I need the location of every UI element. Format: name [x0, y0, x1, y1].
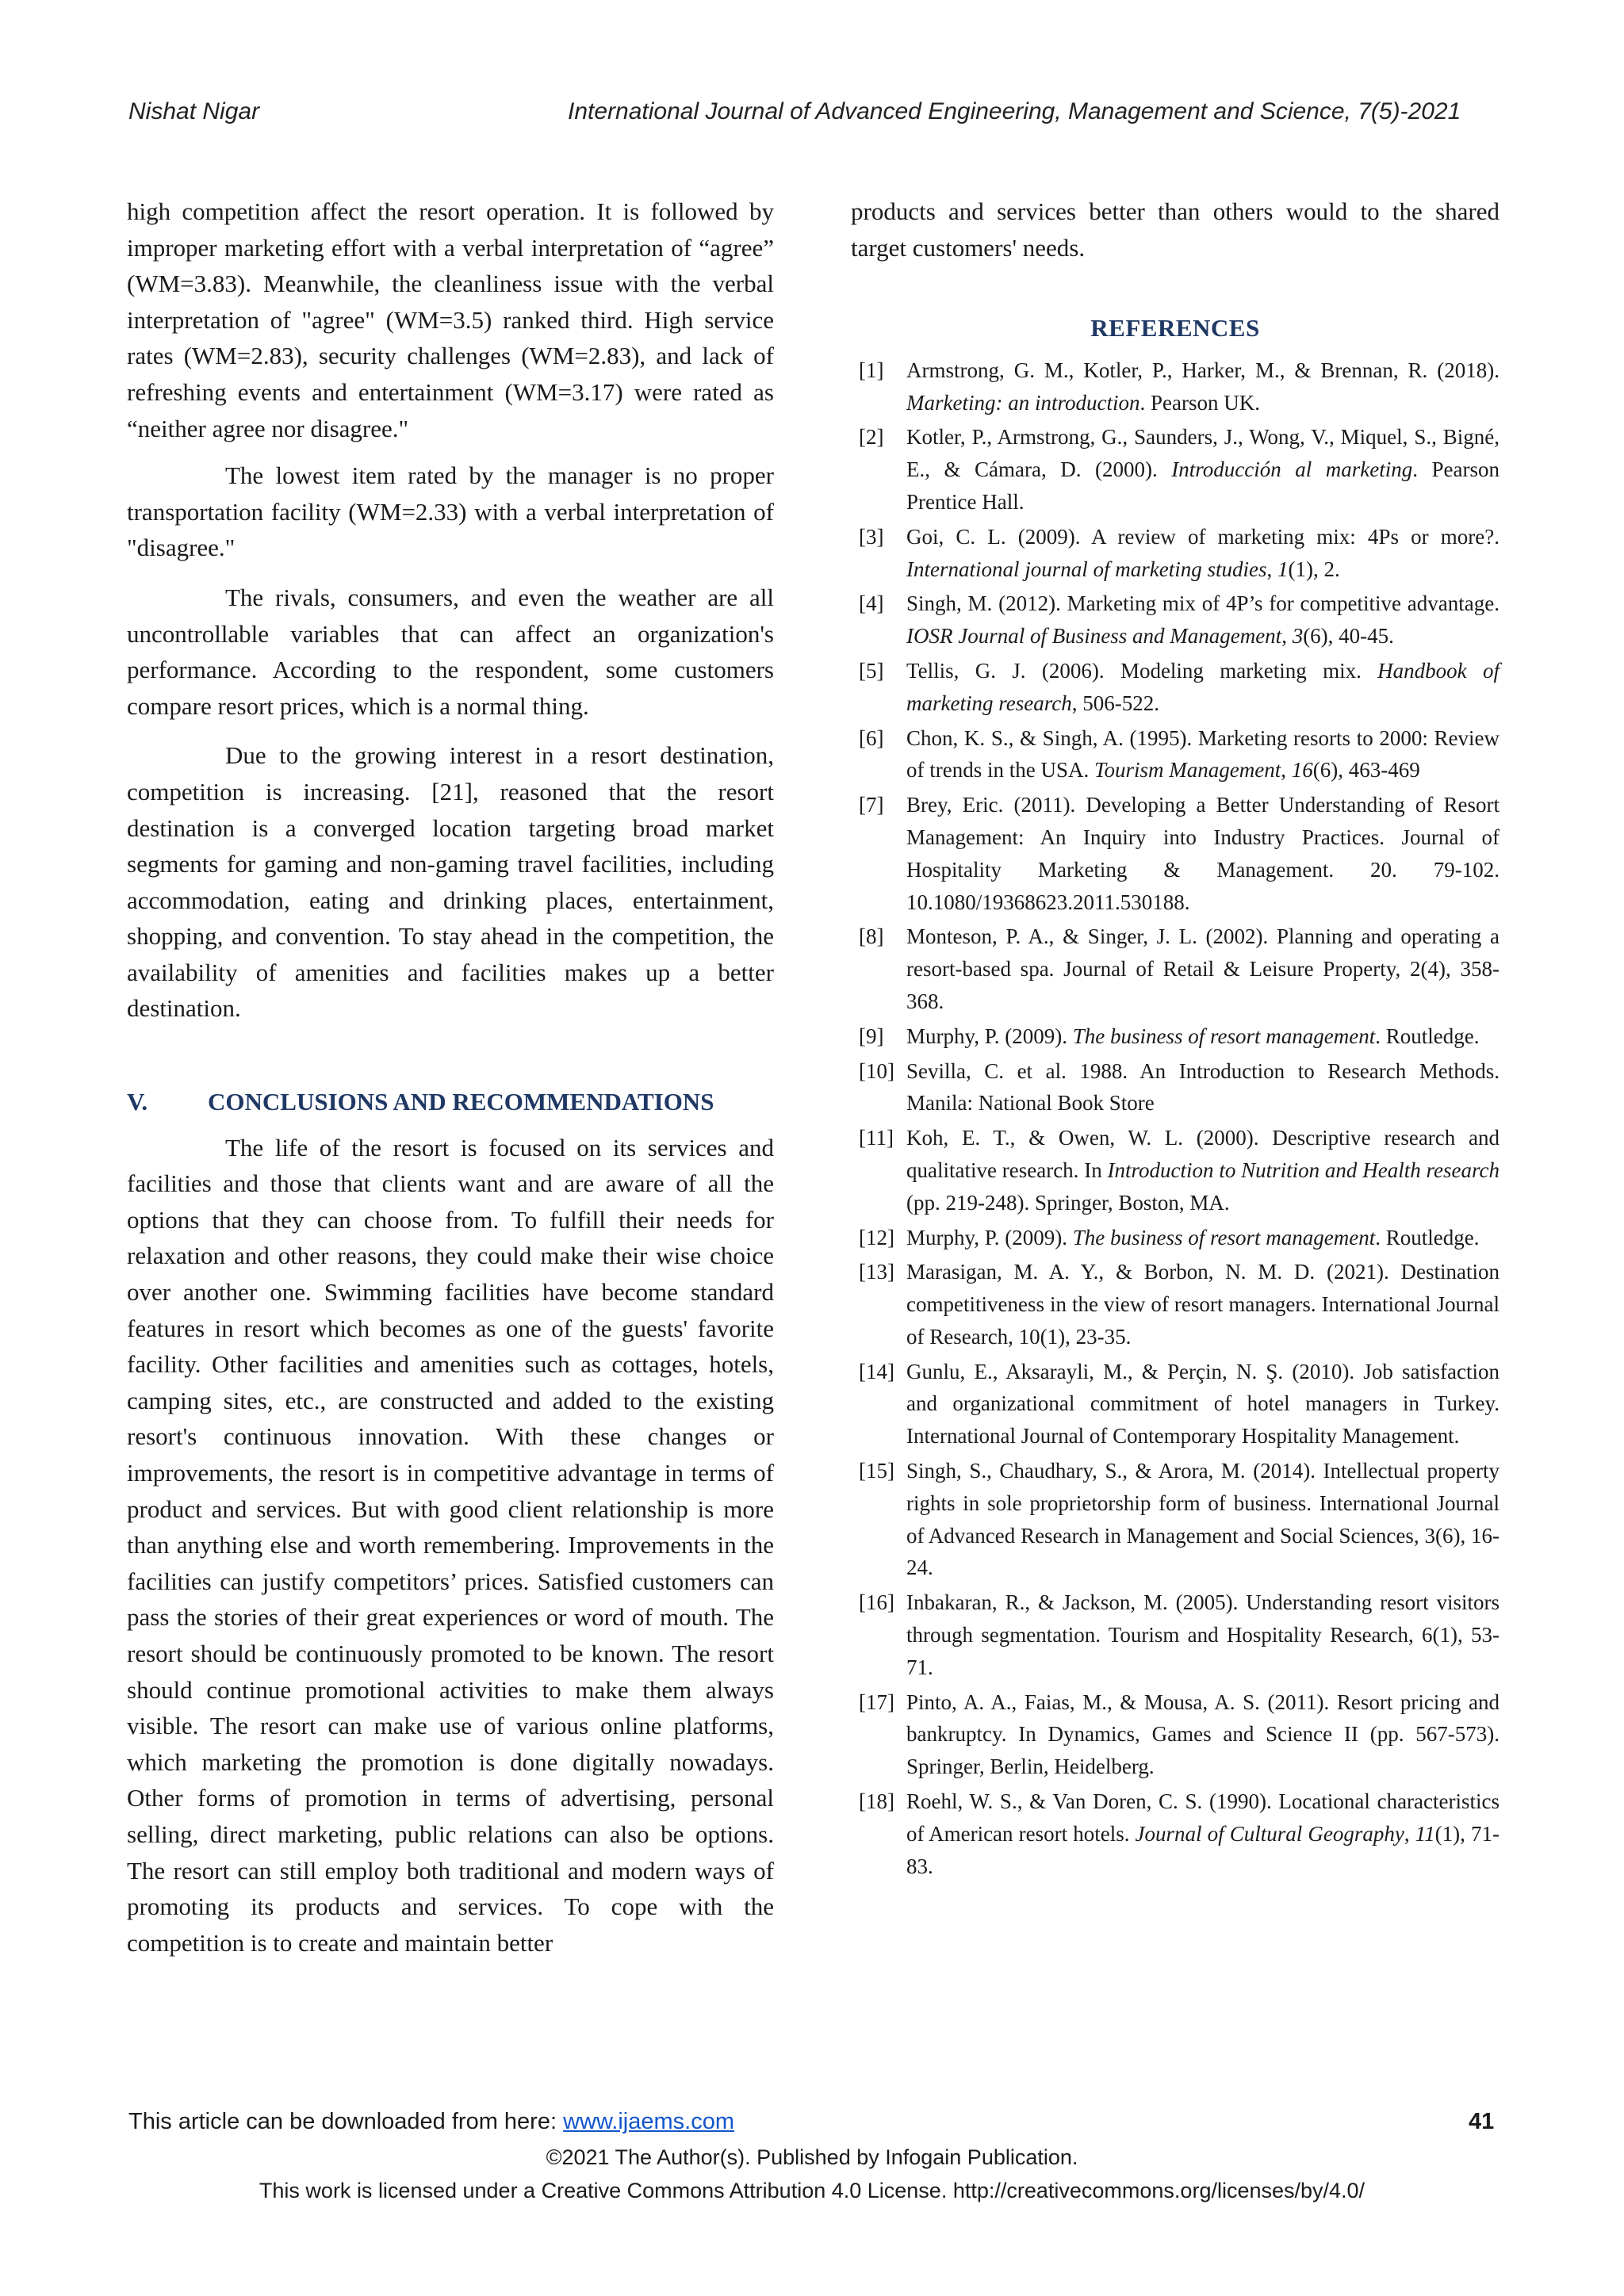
reference-text — [906, 920, 1500, 1017]
page-number: 41 — [1469, 2109, 1495, 2134]
license-line: This work is licensed under a Creative Commons Attribution 4.0 License. http://creativecommons.org/licenses/by/4.0/ — [259, 2179, 1365, 2202]
paragraph: The rivals, consumers, and even the weather are all uncontrollable variables that can affect an organization's performance. According to the respondent, some customers compare resort prices, which is a normal thing. — [127, 583, 774, 720]
reference-item — [851, 521, 1500, 586]
reference-number: [5] — [859, 658, 884, 683]
section-heading — [127, 1084, 774, 1120]
reference-italic: IOSR Journal of Business and Management — [906, 624, 1282, 649]
download-text: This article can be downloaded from here: — [128, 2109, 564, 2134]
reference-number: [2] — [859, 425, 884, 450]
reference-item — [851, 1686, 1500, 1783]
reference-segment: Singh, S., Chaudhary, S., & Arora, M. (2014). Intellectual property rights in sole proprietorship form of business. International Journal of Advanced Research in Management and Social Sciences, 3(6), 16-24. — [906, 1459, 1500, 1580]
reference-segment: Singh, M. (2012). Marketing mix of 4P’s for competitive advantage. — [906, 591, 1500, 616]
section-number: V. — [127, 1088, 148, 1116]
reference-segment: (6), 40-45. — [1303, 624, 1394, 649]
reference-segment: Tellis, G. J. (2006). Modeling marketing mix. — [906, 658, 1378, 683]
reference-text — [906, 1356, 1500, 1452]
reference-text — [906, 1122, 1500, 1219]
reference-segment: , 506-522. — [1071, 691, 1159, 715]
reference-italic: 11 — [1415, 1821, 1435, 1846]
reference-segment: . Pearson UK. — [1139, 390, 1260, 415]
reference-italic: Marketing: an introduction — [906, 390, 1140, 415]
reference-item — [851, 789, 1500, 918]
reference-text — [906, 1020, 1500, 1053]
reference-item — [851, 1222, 1500, 1254]
section-title: CONCLUSIONS AND RECOMMENDATIONS — [208, 1088, 714, 1116]
reference-segment: Pinto, A. A., Faias, M., & Mousa, A. S. (2011). Resort pricing and bankruptcy. In Dynamics, Games and Science II (pp. 567-573). Springer, Berlin, Heidelberg. — [906, 1689, 1500, 1779]
reference-number: [18] — [859, 1789, 894, 1814]
reference-number: [7] — [859, 793, 884, 817]
reference-segment: Marasigan, M. A. Y., & Borbon, N. M. D. (2021). Destination competitiveness in the view of resort managers. International Journal of Research, 10(1), 23-35. — [906, 1260, 1500, 1349]
reference-segment: Chon, K. S., & Singh, A. (1995). Marketing resorts to 2000: Review of trends in the USA. — [906, 725, 1500, 783]
reference-item — [851, 354, 1500, 419]
reference-text — [906, 1785, 1500, 1882]
reference-segment: Murphy, P. (2009). — [906, 1225, 1073, 1249]
reference-text — [906, 1686, 1500, 1783]
reference-segment: Roehl, W. S., & Van Doren, C. S. (1990). Locational characteristics of American resort hotels. — [906, 1789, 1500, 1846]
reference-segment: Monteson, P. A., & Singer, J. L. (2002). Planning and operating a resort-based spa. Journal of Retail & Leisure Property, 2(4), 358-368. — [906, 924, 1500, 1013]
paragraph: products and services better than others would to the shared target customers' needs. — [851, 197, 1500, 262]
reference-segment: , — [1266, 557, 1277, 581]
reference-number: [14] — [859, 1359, 894, 1383]
reference-italic: Journal of Cultural Geography — [1135, 1821, 1404, 1846]
reference-text — [906, 1055, 1500, 1120]
reference-segment: (pp. 219-248). Springer, Boston, MA. — [906, 1190, 1230, 1215]
references-heading: REFERENCES — [1090, 314, 1260, 342]
reference-item — [851, 1122, 1500, 1219]
reference-italic: Introducción al marketing — [1171, 457, 1413, 482]
reference-segment: (1), 2. — [1288, 557, 1340, 581]
reference-segment: (6), 463-469 — [1312, 758, 1420, 783]
reference-text — [906, 587, 1500, 652]
reference-text — [906, 1222, 1500, 1254]
reference-item — [851, 587, 1500, 652]
reference-number: [12] — [859, 1225, 894, 1249]
paragraph: high competition affect the resort operation. It is followed by improper marketing effort with a verbal interpretation of “agree” (WM=3.83). Meanwhile, the cleanliness issue with the verbal interpretation of "agree" (WM=3.5) ranked third. High service rates (WM=2.83), security challenges (WM=2.83), and lack of refreshing events and entertainment (WM=3.17) were rated as “neither agree nor disagree." — [127, 197, 774, 442]
reference-text — [906, 655, 1500, 720]
right-column — [851, 193, 1500, 1885]
reference-segment: Kotler, P., Armstrong, G., Saunders, J., Wong, V., Miquel, S., Bigné, E., & Cámara, D. (2000). — [906, 425, 1500, 482]
reference-segment: Koh, E. T., & Owen, W. L. (2000). Descriptive research and qualitative research. In — [906, 1126, 1500, 1182]
copyright-line: ©2021 The Author(s). Published by Infogain Publication. — [546, 2145, 1078, 2169]
reference-italic: The business of resort management — [1072, 1024, 1376, 1048]
reference-number: [6] — [859, 725, 884, 750]
reference-text — [906, 722, 1500, 787]
reference-item — [851, 1020, 1500, 1053]
reference-italic: International journal of marketing studies — [906, 557, 1267, 581]
reference-number: [1] — [859, 358, 884, 382]
reference-number: [4] — [859, 591, 884, 616]
download-note — [128, 2109, 734, 2135]
reference-number: [17] — [859, 1689, 894, 1714]
reference-number: [11] — [859, 1126, 894, 1150]
reference-segment: . Routledge. — [1375, 1024, 1480, 1048]
reference-segment: Brey, Eric. (2011). Developing a Better Understanding of Resort Management: An Inquiry into Industry Practices. Journal of Hospitality Marketing & Management. 20. 79-102. 10.1080/19368623.2011.530188. — [906, 793, 1500, 914]
reference-italic: The business of resort management — [1072, 1225, 1376, 1249]
reference-italic: 1 — [1277, 557, 1289, 581]
paragraph: The lowest item rated by the manager is no proper transportation facility (WM=2.33) with a verbal interpretation of "disagree." — [127, 461, 774, 562]
running-header-journal: International Journal of Advanced Engineering, Management and Science, 7(5)-2021 — [568, 98, 1461, 124]
reference-text — [906, 421, 1500, 518]
reference-segment: Sevilla, C. et al. 1988. An Introduction to Research Methods. Manila: National Book Store — [906, 1058, 1500, 1115]
running-header-author: Nishat Nigar — [128, 98, 260, 124]
left-column — [127, 193, 774, 1961]
reference-italic: Tourism Management — [1094, 758, 1281, 783]
reference-segment: Inbakaran, R., & Jackson, M. (2005). Understanding resort visitors through segmentation. Tourism and Hospitality Research, 6(1), 53-71. — [906, 1590, 1500, 1679]
reference-italic: 3 — [1292, 624, 1304, 649]
reference-segment: . Pearson Prentice Hall. — [906, 457, 1500, 514]
reference-segment: , — [1404, 1821, 1415, 1846]
reference-number: [8] — [859, 924, 884, 949]
paragraph: The life of the resort is focused on its services and facilities and those that clients want and are aware of all the options that they can choose from. To fulfill their needs for relaxation and other reasons, they could make their wise choice over another one. Swimming facilities have become standard features in resort which becomes as one of the guests' favorite facility. Other facilities and amenities such as cottages, hotels, camping sites, etc., are constructed and added to the existing resort's continuous innovation. With these changes or improvements, the resort is in competitive advantage in terms of product and services. But with good client relationship is more than anything else and worth remembering. Improvements in the facilities can justify competitors’ prices. Satisfied customers can pass the stories of their great experiences or word of mouth. The resort should be continuously promoted to be known. The resort should continue promotional activities to make them always visible. The resort can make use of various online platforms, which marketing the promotion is done digitally nowadays. Other forms of promotion in terms of advertising, personal selling, direct marketing, public relations can also be options. The resort can still employ both traditional and modern ways of promoting its products and services. To cope with the competition is to create and maintain better — [127, 1133, 774, 1957]
reference-item — [851, 1356, 1500, 1452]
reference-segment: Armstrong, G. M., Kotler, P., Harker, M., & Brennan, R. (2018). — [906, 358, 1500, 382]
reference-item — [851, 421, 1500, 518]
reference-italic: Introduction to Nutrition and Health research — [1107, 1158, 1500, 1182]
reference-list — [851, 354, 1500, 1883]
reference-segment: . Routledge. — [1375, 1225, 1480, 1249]
reference-segment: Goi, C. L. (2009). A review of marketing mix: 4Ps or more?. — [906, 524, 1500, 549]
reference-number: [16] — [859, 1590, 894, 1615]
reference-number: [15] — [859, 1459, 894, 1483]
reference-segment: Gunlu, E., Aksarayli, M., & Perçin, N. Ş. (2010). Job satisfaction and organizational commitment of hotel managers in Turkey. International Journal of Contemporary Hospitality Management. — [906, 1359, 1500, 1448]
reference-item — [851, 1256, 1500, 1353]
reference-item — [851, 722, 1500, 787]
reference-item — [851, 1455, 1500, 1584]
reference-text — [906, 1586, 1500, 1683]
reference-segment: , — [1281, 758, 1292, 783]
reference-item — [851, 1785, 1500, 1882]
reference-text — [906, 521, 1500, 586]
reference-number: [13] — [859, 1260, 894, 1284]
reference-item — [851, 920, 1500, 1017]
reference-italic: Handbook of marketing research — [906, 658, 1500, 715]
reference-segment: , — [1281, 624, 1293, 649]
reference-number: [3] — [859, 524, 884, 549]
reference-number: [9] — [859, 1024, 884, 1048]
reference-text — [906, 789, 1500, 918]
reference-segment: (1), 71-83. — [906, 1821, 1500, 1878]
paragraph: Due to the growing interest in a resort destination, competition is increasing. [21], reasoned that the resort destination is a converged location targeting broad market segments for gaming and non-gaming travel facilities, including accommodation, eating and drinking places, entertainment, shopping, and convention. To stay ahead in the competition, the availability of amenities and facilities makes up a better destination. — [127, 741, 774, 1023]
reference-item — [851, 1586, 1500, 1683]
journal-link[interactable]: www.ijaems.com — [563, 2109, 735, 2134]
reference-item — [851, 655, 1500, 720]
reference-text — [906, 1455, 1500, 1584]
reference-text — [906, 1256, 1500, 1353]
reference-segment: Murphy, P. (2009). — [906, 1024, 1073, 1048]
reference-text — [906, 354, 1500, 419]
reference-item — [851, 1055, 1500, 1120]
reference-italic: 16 — [1291, 758, 1313, 783]
reference-number: [10] — [859, 1058, 894, 1083]
